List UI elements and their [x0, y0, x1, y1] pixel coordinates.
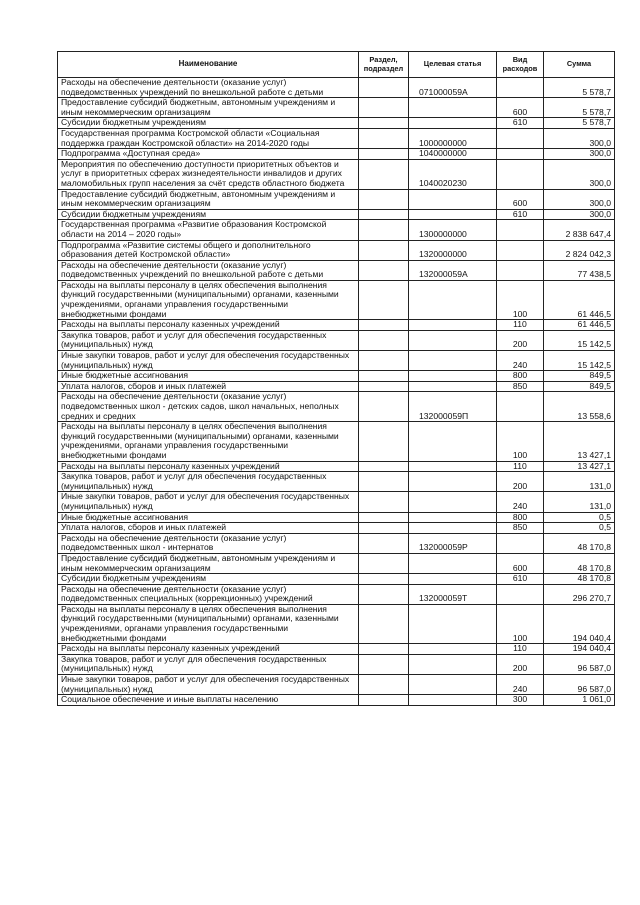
row-expense-type: 240 — [497, 492, 544, 512]
row-name: Подпрограмма «Доступная среда» — [58, 149, 359, 160]
row-sum: 131,0 — [544, 492, 615, 512]
row-name: Уплата налогов, сборов и иных платежей — [58, 523, 359, 534]
row-expense-type: 110 — [497, 320, 544, 331]
row-expense-type — [497, 128, 544, 148]
row-sum: 13 427,1 — [544, 461, 615, 472]
table-row — [58, 260, 615, 280]
column-header-target-article: Целевая статья — [409, 52, 497, 78]
table-row — [58, 492, 615, 512]
row-sum: 131,0 — [544, 472, 615, 492]
row-section — [359, 159, 409, 189]
row-name: Субсидии бюджетным учреждениям — [58, 209, 359, 220]
row-name: Иные закупки товаров, работ и услуг для обеспечения государственных (муниципальных) нужд — [58, 675, 359, 695]
row-section — [359, 675, 409, 695]
row-expense-type: 800 — [497, 512, 544, 523]
row-sum: 849,5 — [544, 371, 615, 382]
table-row — [58, 574, 615, 585]
budget-table — [57, 51, 615, 706]
row-expense-type — [497, 392, 544, 422]
row-sum: 300,0 — [544, 128, 615, 148]
row-name: Расходы на обеспечение деятельности (оказание услуг) подведомственных учреждений по внешкольной работе с детьми — [58, 78, 359, 98]
row-section — [359, 220, 409, 240]
row-name: Предоставление субсидий бюджетным, автономным учреждениям и иным некоммерческим организациям — [58, 98, 359, 118]
row-sum: 77 438,5 — [544, 260, 615, 280]
row-section — [359, 209, 409, 220]
row-expense-type: 850 — [497, 381, 544, 392]
row-expense-type: 610 — [497, 118, 544, 129]
table-row — [58, 654, 615, 674]
row-name: Мероприятия по обеспечению доступности приоритетных объектов и услуг в приоритетных сферах жизнедеятельности инвалидов и других маломобильных групп населения за счёт средств областного бюджета — [58, 159, 359, 189]
row-section — [359, 189, 409, 209]
table-body — [58, 78, 615, 706]
column-header-name: Наименование — [58, 52, 359, 78]
row-expense-type: 110 — [497, 644, 544, 655]
row-expense-type — [497, 149, 544, 160]
row-target-article — [409, 330, 497, 350]
table-row — [58, 351, 615, 371]
row-name: Социальное обеспечение и иные выплаты населению — [58, 695, 359, 706]
row-name: Расходы на выплаты персоналу в целях обеспечения выполнения функций государственными (муниципальными) органами, казенными учреждениями, органами управления государственными внебюджетными фондами — [58, 280, 359, 319]
row-name: Расходы на выплаты персоналу в целях обеспечения выполнения функций государственными (муниципальными) органами, казенными учреждениями, органами управления государственными внебюджетными фондами — [58, 422, 359, 461]
table-row — [58, 533, 615, 553]
row-name: Субсидии бюджетным учреждениям — [58, 118, 359, 129]
row-name: Расходы на выплаты персоналу в целях обеспечения выполнения функций государственными (муниципальными) органами, казенными учреждениями, органами управления государственными внебюджетными фондами — [58, 604, 359, 643]
table-row — [58, 675, 615, 695]
row-section — [359, 78, 409, 98]
row-target-article: 132000059Р — [409, 533, 497, 553]
table-row — [58, 472, 615, 492]
row-section — [359, 118, 409, 129]
row-target-article: 1040000000 — [409, 149, 497, 160]
table-row — [58, 128, 615, 148]
row-target-article — [409, 118, 497, 129]
row-target-article — [409, 381, 497, 392]
row-sum: 61 446,5 — [544, 320, 615, 331]
row-section — [359, 695, 409, 706]
row-target-article — [409, 209, 497, 220]
table-row — [58, 644, 615, 655]
row-expense-type — [497, 260, 544, 280]
row-target-article: 132000059Т — [409, 584, 497, 604]
row-expense-type: 300 — [497, 695, 544, 706]
row-name: Государственная программа Костромской области «Социальная поддержка граждан Костромской области» на 2014-2020 годы — [58, 128, 359, 148]
row-target-article: 1040020230 — [409, 159, 497, 189]
row-section — [359, 371, 409, 382]
row-sum: 194 040,4 — [544, 644, 615, 655]
row-expense-type: 110 — [497, 461, 544, 472]
row-name: Субсидии бюджетным учреждениям — [58, 574, 359, 585]
table-row — [58, 371, 615, 382]
row-expense-type: 240 — [497, 675, 544, 695]
row-expense-type: 100 — [497, 280, 544, 319]
row-target-article — [409, 675, 497, 695]
row-expense-type: 600 — [497, 553, 544, 573]
row-name: Закупка товаров, работ и услуг для обеспечения государственных (муниципальных) нужд — [58, 330, 359, 350]
row-sum: 5 578,7 — [544, 98, 615, 118]
row-target-article — [409, 553, 497, 573]
table-row — [58, 78, 615, 98]
row-section — [359, 461, 409, 472]
table-row — [58, 220, 615, 240]
row-section — [359, 523, 409, 534]
row-name: Расходы на обеспечение деятельности (оказание услуг) подведомственных школ - интернатов — [58, 533, 359, 553]
row-name: Иные закупки товаров, работ и услуг для обеспечения государственных (муниципальных) нужд — [58, 492, 359, 512]
table-row — [58, 280, 615, 319]
row-target-article — [409, 492, 497, 512]
row-section — [359, 654, 409, 674]
row-expense-type: 850 — [497, 523, 544, 534]
row-sum: 48 170,8 — [544, 533, 615, 553]
row-section — [359, 392, 409, 422]
row-expense-type — [497, 159, 544, 189]
row-section — [359, 98, 409, 118]
row-expense-type: 600 — [497, 98, 544, 118]
row-target-article — [409, 461, 497, 472]
row-sum: 15 142,5 — [544, 330, 615, 350]
table-row — [58, 695, 615, 706]
row-target-article: 132000059П — [409, 392, 497, 422]
row-target-article — [409, 574, 497, 585]
row-section — [359, 492, 409, 512]
row-sum: 849,5 — [544, 381, 615, 392]
row-expense-type: 800 — [497, 371, 544, 382]
row-target-article: 132000059А — [409, 260, 497, 280]
table-header-row — [58, 52, 615, 78]
column-header-section: Раздел, подраздел — [359, 52, 409, 78]
table-row — [58, 523, 615, 534]
row-sum: 2 838 647,4 — [544, 220, 615, 240]
table-row — [58, 422, 615, 461]
row-name: Предоставление субсидий бюджетным, автономным учреждениям и иным некоммерческим организациям — [58, 189, 359, 209]
table-row — [58, 392, 615, 422]
row-sum: 13 558,6 — [544, 392, 615, 422]
row-target-article: 1000000000 — [409, 128, 497, 148]
row-expense-type — [497, 533, 544, 553]
row-section — [359, 422, 409, 461]
row-section — [359, 260, 409, 280]
row-section — [359, 472, 409, 492]
table-row — [58, 461, 615, 472]
row-name: Иные закупки товаров, работ и услуг для обеспечения государственных (муниципальных) нужд — [58, 351, 359, 371]
row-target-article: 071000059А — [409, 78, 497, 98]
row-sum: 48 170,8 — [544, 553, 615, 573]
row-name: Иные бюджетные ассигнования — [58, 371, 359, 382]
table-row — [58, 320, 615, 331]
row-name: Закупка товаров, работ и услуг для обеспечения государственных (муниципальных) нужд — [58, 472, 359, 492]
table-row — [58, 209, 615, 220]
table-row — [58, 330, 615, 350]
table-row — [58, 381, 615, 392]
row-name: Закупка товаров, работ и услуг для обеспечения государственных (муниципальных) нужд — [58, 654, 359, 674]
row-sum: 15 142,5 — [544, 351, 615, 371]
row-sum: 96 587,0 — [544, 675, 615, 695]
table-row — [58, 584, 615, 604]
table-row — [58, 604, 615, 643]
row-name: Иные бюджетные ассигнования — [58, 512, 359, 523]
row-sum: 1 061,0 — [544, 695, 615, 706]
row-sum: 2 824 042,3 — [544, 240, 615, 260]
row-name: Уплата налогов, сборов и иных платежей — [58, 381, 359, 392]
row-sum: 0,5 — [544, 512, 615, 523]
row-target-article — [409, 512, 497, 523]
row-sum: 296 270,7 — [544, 584, 615, 604]
row-section — [359, 128, 409, 148]
row-target-article — [409, 654, 497, 674]
row-expense-type: 100 — [497, 422, 544, 461]
row-section — [359, 381, 409, 392]
row-section — [359, 584, 409, 604]
row-expense-type: 200 — [497, 330, 544, 350]
row-sum: 61 446,5 — [544, 280, 615, 319]
table-row — [58, 98, 615, 118]
row-sum: 96 587,0 — [544, 654, 615, 674]
row-target-article — [409, 371, 497, 382]
row-section — [359, 512, 409, 523]
row-expense-type: 240 — [497, 351, 544, 371]
row-section — [359, 351, 409, 371]
row-expense-type: 600 — [497, 189, 544, 209]
row-expense-type — [497, 584, 544, 604]
row-section — [359, 149, 409, 160]
row-name: Подпрограмма «Развитие системы общего и дополнительного образования детей Костромской области» — [58, 240, 359, 260]
row-section — [359, 320, 409, 331]
row-section — [359, 604, 409, 643]
row-name: Государственная программа «Развитие образования Костромской области на 2014 – 2020 годы» — [58, 220, 359, 240]
row-name: Расходы на выплаты персоналу казенных учреждений — [58, 644, 359, 655]
row-section — [359, 330, 409, 350]
row-expense-type — [497, 240, 544, 260]
row-target-article — [409, 644, 497, 655]
row-sum: 300,0 — [544, 189, 615, 209]
row-expense-type: 610 — [497, 574, 544, 585]
row-sum: 0,5 — [544, 523, 615, 534]
row-target-article — [409, 280, 497, 319]
row-section — [359, 644, 409, 655]
column-header-expense-type: Вид расходов — [497, 52, 544, 78]
row-sum: 300,0 — [544, 159, 615, 189]
row-sum: 5 578,7 — [544, 118, 615, 129]
row-name: Расходы на выплаты персоналу казенных учреждений — [58, 461, 359, 472]
row-sum: 13 427,1 — [544, 422, 615, 461]
row-expense-type: 200 — [497, 654, 544, 674]
row-target-article — [409, 523, 497, 534]
row-target-article — [409, 320, 497, 331]
row-expense-type — [497, 220, 544, 240]
row-target-article: 1320000000 — [409, 240, 497, 260]
row-sum: 48 170,8 — [544, 574, 615, 585]
row-section — [359, 533, 409, 553]
row-sum: 194 040,4 — [544, 604, 615, 643]
table-row — [58, 240, 615, 260]
table-row — [58, 512, 615, 523]
column-header-sum: Сумма — [544, 52, 615, 78]
row-section — [359, 574, 409, 585]
row-target-article — [409, 189, 497, 209]
row-name: Расходы на обеспечение деятельности (оказание услуг) подведомственных специальных (коррекционных) учреждений — [58, 584, 359, 604]
row-section — [359, 240, 409, 260]
row-target-article — [409, 98, 497, 118]
row-section — [359, 553, 409, 573]
row-target-article — [409, 695, 497, 706]
row-expense-type: 610 — [497, 209, 544, 220]
row-name: Расходы на обеспечение деятельности (оказание услуг) подведомственных школ - детских садов, школ начальных, неполных средних и средних — [58, 392, 359, 422]
table-row — [58, 118, 615, 129]
row-name: Расходы на обеспечение деятельности (оказание услуг) подведомственных учреждений по внешкольной работе с детьми — [58, 260, 359, 280]
row-section — [359, 280, 409, 319]
row-sum: 300,0 — [544, 149, 615, 160]
table-row — [58, 189, 615, 209]
row-expense-type: 100 — [497, 604, 544, 643]
row-target-article — [409, 422, 497, 461]
row-sum: 5 578,7 — [544, 78, 615, 98]
row-name: Расходы на выплаты персоналу казенных учреждений — [58, 320, 359, 331]
row-target-article — [409, 472, 497, 492]
row-expense-type: 200 — [497, 472, 544, 492]
table-row — [58, 553, 615, 573]
row-target-article: 1300000000 — [409, 220, 497, 240]
table-row — [58, 159, 615, 189]
row-name: Предоставление субсидий бюджетным, автономным учреждениям и иным некоммерческим организациям — [58, 553, 359, 573]
row-target-article — [409, 351, 497, 371]
table-row — [58, 149, 615, 160]
row-target-article — [409, 604, 497, 643]
row-expense-type — [497, 78, 544, 98]
row-sum: 300,0 — [544, 209, 615, 220]
